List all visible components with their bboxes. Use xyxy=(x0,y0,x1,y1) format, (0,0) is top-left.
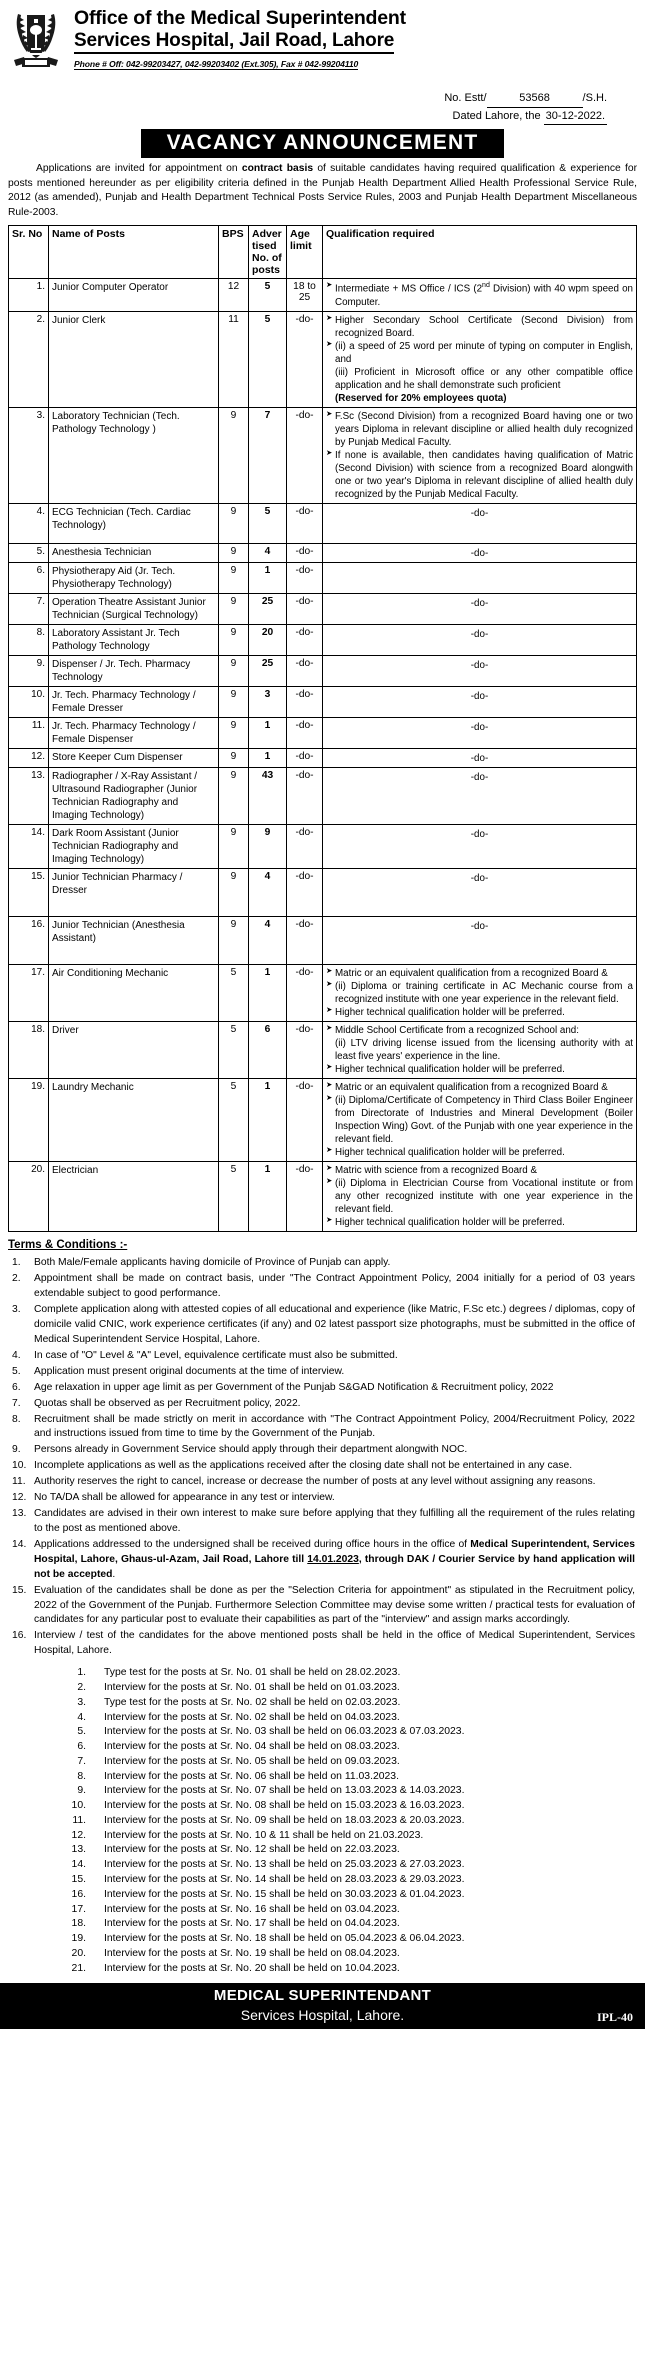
intro-paragraph: Applications are invited for appointment on contract basis of suitable candidates having required qualification & experience for posts mentioned hereunder as per eligibility criteria defined in the Punjab Health Department Allied Health Professional Service Rule, 2012 (as amended), Punjab and Health Department Technical Posts Service Rules, 2003 and Punjab Health Department Miscellaneous Rule-2003. xyxy=(8,163,637,218)
cell-post-name: Junior Computer Operator xyxy=(49,279,219,311)
table-row xyxy=(9,824,637,868)
phone-line: Phone # Off: 042-99203427, 042-99203402 (Ext.305), Fax # 042-99204110 xyxy=(74,58,359,69)
cell-bps: 9 xyxy=(219,503,249,543)
cell-post-name: Jr. Tech. Pharmacy Technology / Female Dresser xyxy=(49,686,219,717)
cell-advertised-posts: 7 xyxy=(249,407,287,503)
qualification-line: ➤ If none is available, then candidates having qualification of Matric (Second Division) with science from a recognized Board alongwith one or two year's Diploma in relevant discipline of allied health duly recognized by the Punjab Medical Faculty. xyxy=(326,449,633,501)
cell-advertised-posts: 1 xyxy=(249,1162,287,1232)
cell-qualification: -do- xyxy=(323,748,637,767)
cell-sr-no: 6. xyxy=(9,562,49,593)
cell-age-limit: -do- xyxy=(287,1162,323,1232)
cell-age-limit: -do- xyxy=(287,748,323,767)
col-header-sr: Sr. No xyxy=(9,226,49,279)
cell-bps: 9 xyxy=(219,593,249,624)
cell-age-limit: -do- xyxy=(287,717,323,748)
cell-qualification: -do- xyxy=(323,543,637,562)
cell-qualification xyxy=(323,1162,637,1232)
table-row xyxy=(9,868,637,916)
cell-qualification: -do- xyxy=(323,503,637,543)
estt-number: 53568 xyxy=(487,90,583,108)
cell-advertised-posts: 4 xyxy=(249,916,287,964)
table-row xyxy=(9,655,637,686)
table-row xyxy=(9,503,637,543)
table-row xyxy=(9,767,637,824)
cell-age-limit: -do- xyxy=(287,1079,323,1162)
cell-age-limit: -do- xyxy=(287,686,323,717)
cell-age-limit: -do- xyxy=(287,964,323,1021)
table-row xyxy=(9,717,637,748)
schedule-item: Interview for the posts at Sr. No. 09 shall be held on 18.03.2023 & 20.03.2023. xyxy=(104,1814,465,1826)
table-row xyxy=(9,407,637,503)
cell-sr-no: 14. xyxy=(9,824,49,868)
qualification-line: ➤ (ii) Diploma in Electrician Course from Vocational institute or from any other recognized institute with one year experience in the relevant field. xyxy=(326,1177,633,1216)
qualification-line: (Reserved for 20% employees quota) xyxy=(335,392,507,404)
qualification-line: ➤ Matric with science from a recognized Board & xyxy=(326,1164,633,1177)
cell-qualification xyxy=(323,1022,637,1079)
terms-list xyxy=(0,1256,645,1659)
cell-sr-no: 16. xyxy=(9,916,49,964)
vacancy-banner: VACANCY ANNOUNCEMENT xyxy=(141,129,505,158)
estt-label: No. Estt/ xyxy=(444,92,487,104)
qualification-line: ➤ Higher technical qualification holder will be preferred. xyxy=(326,1216,633,1229)
cell-sr-no: 8. xyxy=(9,624,49,655)
terms-item: Applications addressed to the undersigned shall be received during office hours in the office of Medical Superintendent, Services Hospital, Lahore, Ghaus-ul-Azam, Jail Road, Lahore till 14.01.2023, through DAK / Courier Service by hand application will not be accepted. xyxy=(34,1538,636,1580)
cell-qualification: -do- xyxy=(323,655,637,686)
cell-qualification: -do- xyxy=(323,686,637,717)
qualification-line: ➤ Higher Secondary School Certificate (Second Division) from recognized Board. xyxy=(326,314,633,340)
col-header-age: Age limit xyxy=(287,226,323,279)
schedule-item: Interview for the posts at Sr. No. 06 shall be held on 11.03.2023. xyxy=(104,1770,399,1782)
cell-bps: 9 xyxy=(219,748,249,767)
terms-item: In case of "O" Level & "A" Level, equivalence certificate must also be submitted. xyxy=(34,1349,398,1361)
col-header-advertised: Adver tised No. of posts xyxy=(249,226,287,279)
cell-post-name: Operation Theatre Assistant Junior Technician (Surgical Technology) xyxy=(49,593,219,624)
schedule-item: Interview for the posts at Sr. No. 15 shall be held on 30.03.2023 & 01.04.2023. xyxy=(104,1888,465,1900)
qualification-line: ➤ Higher technical qualification holder will be preferred. xyxy=(326,1063,633,1076)
cell-bps: 9 xyxy=(219,686,249,717)
table-header-row xyxy=(9,226,637,279)
cell-sr-no: 4. xyxy=(9,503,49,543)
schedule-item: Interview for the posts at Sr. No. 10 & 11 shall be held on 21.03.2023. xyxy=(104,1829,424,1841)
hospital-title: Services Hospital, Jail Road, Lahore xyxy=(74,30,394,54)
cell-post-name: Jr. Tech. Pharmacy Technology / Female Dispenser xyxy=(49,717,219,748)
cell-post-name: Dark Room Assistant (Junior Technician Radiography and Imaging Technology) xyxy=(49,824,219,868)
cell-bps: 9 xyxy=(219,868,249,916)
cell-bps: 5 xyxy=(219,1022,249,1079)
terms-item: Incomplete applications as well as the applications received after the closing date shall not be entertained in any case. xyxy=(34,1460,573,1472)
cell-advertised-posts: 20 xyxy=(249,624,287,655)
schedule-item: Interview for the posts at Sr. No. 01 shall be held on 01.03.2023. xyxy=(104,1682,400,1694)
cell-age-limit: -do- xyxy=(287,824,323,868)
cell-advertised-posts: 9 xyxy=(249,824,287,868)
terms-item: Candidates are advised in their own interest to make sure before applying that they fulfilling all the requirement of the rules relating to the post as mentioned above. xyxy=(34,1508,635,1534)
cell-bps: 5 xyxy=(219,964,249,1021)
cell-qualification: -do- xyxy=(323,593,637,624)
cell-age-limit: -do- xyxy=(287,916,323,964)
cell-qualification xyxy=(323,562,637,593)
table-row xyxy=(9,748,637,767)
terms-item: Application must present original documents at the time of interview. xyxy=(34,1365,345,1377)
schedule-item: Interview for the posts at Sr. No. 03 shall be held on 06.03.2023 & 07.03.2023. xyxy=(104,1726,465,1738)
cell-advertised-posts: 4 xyxy=(249,543,287,562)
cell-post-name: Dispenser / Jr. Tech. Pharmacy Technology xyxy=(49,655,219,686)
cell-age-limit: -do- xyxy=(287,1022,323,1079)
cell-post-name: Air Conditioning Mechanic xyxy=(49,964,219,1021)
cell-bps: 11 xyxy=(219,311,249,407)
qualification-line: ➤ Middle School Certificate from a recognized School and: xyxy=(326,1024,633,1037)
qualification-line: ➤ Higher technical qualification holder will be preferred. xyxy=(326,1146,633,1159)
cell-qualification: -do- xyxy=(323,868,637,916)
cell-sr-no: 19. xyxy=(9,1079,49,1162)
qualification-line: ➤ F.Sc (Second Division) from a recognized Board having one or two years Diploma in relevant discipline or allied health duly recognized by Punjab Medical Faculty. xyxy=(326,410,633,449)
cell-age-limit: -do- xyxy=(287,543,323,562)
terms-item: Persons already in Government Service should apply through their department alongwith NOC. xyxy=(34,1444,468,1456)
cell-advertised-posts: 43 xyxy=(249,767,287,824)
cell-post-name: Store Keeper Cum Dispenser xyxy=(49,748,219,767)
dated-label: Dated Lahore, the xyxy=(452,109,541,122)
qualification-line: ➤ (ii) Diploma/Certificate of Competency in Third Class Boiler Engineer from Directorate of Industries and Mineral Development (Boiler Inspection Wing) Govt. of the Punjab with one year experience in the relevant field. xyxy=(326,1094,633,1146)
cell-qualification: -do- xyxy=(323,624,637,655)
cell-age-limit: -do- xyxy=(287,503,323,543)
cell-sr-no: 7. xyxy=(9,593,49,624)
cell-post-name: Radiographer / X-Ray Assistant / Ultrasound Radiographer (Junior Technician Radiography and Imaging Technology) xyxy=(49,767,219,824)
cell-post-name: Electrician xyxy=(49,1162,219,1232)
schedule-item: Interview for the posts at Sr. No. 13 shall be held on 25.03.2023 & 27.03.2023. xyxy=(104,1859,465,1871)
cell-advertised-posts: 1 xyxy=(249,748,287,767)
cell-advertised-posts: 25 xyxy=(249,593,287,624)
schedule-item: Type test for the posts at Sr. No. 02 shall be held on 02.03.2023. xyxy=(104,1696,401,1708)
schedule-item: Type test for the posts at Sr. No. 01 shall be held on 28.02.2023. xyxy=(104,1667,401,1679)
cell-age-limit: -do- xyxy=(287,624,323,655)
cell-sr-no: 5. xyxy=(9,543,49,562)
cell-qualification: -do- xyxy=(323,916,637,964)
cell-sr-no: 12. xyxy=(9,748,49,767)
terms-item: Both Male/Female applicants having domicile of Province of Punjab can apply. xyxy=(34,1257,391,1269)
cell-bps: 9 xyxy=(219,624,249,655)
cell-age-limit: -do- xyxy=(287,868,323,916)
terms-item: Interview / test of the candidates for the above mentioned posts shall be held in the office of Medical Superintendent, Services Hospital, Lahore. xyxy=(34,1630,635,1657)
letterhead xyxy=(0,0,645,86)
qualification-line: ➤ (ii) a speed of 25 word per minute of typing on computer in English, and xyxy=(326,340,633,366)
cell-bps: 9 xyxy=(219,543,249,562)
qualification-line: ➤ Higher technical qualification holder will be preferred. xyxy=(326,1006,633,1019)
cell-advertised-posts: 6 xyxy=(249,1022,287,1079)
table-row xyxy=(9,1022,637,1079)
footer-designation: MEDICAL SUPERINTENDANT xyxy=(213,1987,432,2005)
col-header-bps: BPS xyxy=(219,226,249,279)
schedule-item: Interview for the posts at Sr. No. 07 shall be held on 13.03.2023 & 14.03.2023. xyxy=(104,1785,465,1797)
qualification-line: ➤ Intermediate + MS Office / ICS (2nd Division) with 40 wpm speed on Computer. xyxy=(326,281,633,308)
cell-post-name: ECG Technician (Tech. Cardiac Technology) xyxy=(49,503,219,543)
office-title: Office of the Medical Superintendent xyxy=(74,7,406,29)
vacancy-table xyxy=(8,225,637,1232)
terms-item: Complete application along with attested copies of all educational and experience (like Matric, F.Sc etc.) degrees / diplomas, copy of domicile valid CNIC, work experience certificates (if any) and 02 latest passport size photographs, must be submitted in the office of Medical Superintendent Service Hospital, Lahore. xyxy=(34,1304,635,1345)
cell-qualification xyxy=(323,1079,637,1162)
cell-age-limit: -do- xyxy=(287,562,323,593)
cell-post-name: Junior Technician Pharmacy / Dresser xyxy=(49,868,219,916)
footer-reference-code: IPL-40 xyxy=(597,2010,633,2025)
schedule-item: Interview for the posts at Sr. No. 20 shall be held on 10.04.2023. xyxy=(104,1962,400,1974)
qualification-line: ➤ Matric or an equivalent qualification from a recognized Board & xyxy=(326,967,633,980)
schedule-item: Interview for the posts at Sr. No. 04 shall be held on 08.03.2023. xyxy=(104,1741,400,1753)
cell-sr-no: 2. xyxy=(9,311,49,407)
terms-item: Appointment shall be made on contract basis, under "The Contract Appointment Policy, 2004 initially for a period of 03 years extendable subject to good performance. xyxy=(34,1273,635,1300)
interview-schedule-list xyxy=(0,1666,645,1976)
terms-item: Age relaxation in upper age limit as per Government of the Punjab S&GAD Notification & Recruitment policy, 2022 xyxy=(34,1381,554,1393)
schedule-item: Interview for the posts at Sr. No. 19 shall be held on 08.04.2023. xyxy=(104,1947,400,1959)
cell-age-limit: -do- xyxy=(287,311,323,407)
cell-advertised-posts: 1 xyxy=(249,1079,287,1162)
cell-qualification xyxy=(323,279,637,311)
cell-sr-no: 15. xyxy=(9,868,49,916)
schedule-item: Interview for the posts at Sr. No. 05 shall be held on 09.03.2023. xyxy=(104,1755,400,1767)
table-row xyxy=(9,593,637,624)
cell-sr-no: 20. xyxy=(9,1162,49,1232)
cell-post-name: Junior Clerk xyxy=(49,311,219,407)
table-row xyxy=(9,1162,637,1232)
cell-sr-no: 17. xyxy=(9,964,49,1021)
terms-item: No TA/DA shall be allowed for appearance in any test or interview. xyxy=(34,1492,335,1504)
schedule-item: Interview for the posts at Sr. No. 08 shall be held on 15.03.2023 & 16.03.2023. xyxy=(104,1800,465,1812)
table-row xyxy=(9,916,637,964)
schedule-item: Interview for the posts at Sr. No. 14 shall be held on 28.03.2023 & 29.03.2023. xyxy=(104,1873,465,1885)
cell-post-name: Anesthesia Technician xyxy=(49,543,219,562)
cell-bps: 9 xyxy=(219,916,249,964)
table-row xyxy=(9,279,637,311)
terms-item: Recruitment shall be made strictly on merit in accordance with "The Contract Appointment Policy, 2004/Recruitment Policy, 2022 and instructions issued from time to time by the Government of the Punjab. xyxy=(34,1413,635,1440)
cell-post-name: Laundry Mechanic xyxy=(49,1079,219,1162)
vacancy-banner-wrap xyxy=(0,129,645,158)
schedule-item: Interview for the posts at Sr. No. 02 shall be held on 04.03.2023. xyxy=(104,1711,400,1723)
col-header-post: Name of Posts xyxy=(49,226,219,279)
cell-bps: 9 xyxy=(219,562,249,593)
cell-advertised-posts: 5 xyxy=(249,503,287,543)
cell-qualification: -do- xyxy=(323,824,637,868)
table-row xyxy=(9,311,637,407)
cell-post-name: Driver xyxy=(49,1022,219,1079)
cell-bps: 9 xyxy=(219,717,249,748)
table-row xyxy=(9,543,637,562)
cell-sr-no: 9. xyxy=(9,655,49,686)
cell-post-name: Laboratory Assistant Jr. Tech Pathology Technology xyxy=(49,624,219,655)
cell-bps: 9 xyxy=(219,407,249,503)
cell-age-limit: -do- xyxy=(287,767,323,824)
schedule-item: Interview for the posts at Sr. No. 18 shall be held on 05.04.2023 & 06.04.2023. xyxy=(104,1933,465,1945)
cell-post-name: Laboratory Technician (Tech. Pathology Technology ) xyxy=(49,407,219,503)
cell-age-limit: -do- xyxy=(287,407,323,503)
signature-footer xyxy=(0,1983,645,2029)
table-row xyxy=(9,964,637,1021)
estt-suffix: /S.H. xyxy=(582,92,607,104)
cell-qualification xyxy=(323,407,637,503)
table-row xyxy=(9,686,637,717)
cell-bps: 9 xyxy=(219,767,249,824)
terms-item: Evaluation of the candidates shall be done as per the "Selection Criteria for appointment" as stipulated in the Recruitment policy, 2022 of the Government of the Punjab. Furthermore Selection Committee may devise some written / practical tests for evaluation of candidates for any particular post to evaluate their capabilities as part of the "interview" and assign marks accordingly. xyxy=(34,1584,635,1626)
cell-sr-no: 10. xyxy=(9,686,49,717)
cell-bps: 9 xyxy=(219,655,249,686)
cell-advertised-posts: 1 xyxy=(249,717,287,748)
col-header-qualification: Qualification required xyxy=(323,226,637,279)
cell-post-name: Physiotherapy Aid (Jr. Tech. Physiotherapy Technology) xyxy=(49,562,219,593)
qualification-line: (ii) LTV driving license issued from the licensing authority with at least five years' experience in the line. xyxy=(335,1038,633,1063)
cell-sr-no: 18. xyxy=(9,1022,49,1079)
table-body xyxy=(9,279,637,1232)
cell-bps: 12 xyxy=(219,279,249,311)
cell-sr-no: 13. xyxy=(9,767,49,824)
cell-bps: 5 xyxy=(219,1162,249,1232)
table-row xyxy=(9,562,637,593)
schedule-item: Interview for the posts at Sr. No. 17 shall be held on 04.04.2023. xyxy=(104,1918,400,1930)
government-crest-icon xyxy=(10,6,62,86)
cell-bps: 5 xyxy=(219,1079,249,1162)
cell-qualification xyxy=(323,311,637,407)
qualification-line: (iii) Proficient in Microsoft office or any other compatible office application and he shall demonstrate such proficient xyxy=(335,366,633,391)
cell-advertised-posts: 5 xyxy=(249,279,287,311)
table-row xyxy=(9,624,637,655)
table-row xyxy=(9,1079,637,1162)
cell-sr-no: 1. xyxy=(9,279,49,311)
cell-qualification: -do- xyxy=(323,717,637,748)
cell-age-limit: -do- xyxy=(287,655,323,686)
schedule-item: Interview for the posts at Sr. No. 12 shall be held on 22.03.2023. xyxy=(104,1844,400,1856)
reference-block xyxy=(0,86,645,125)
cell-qualification xyxy=(323,964,637,1021)
footer-institution: Services Hospital, Lahore. xyxy=(240,2007,405,2024)
qualification-line: ➤ Matric or an equivalent qualification from a recognized Board & xyxy=(326,1081,633,1094)
cell-advertised-posts: 1 xyxy=(249,562,287,593)
cell-sr-no: 11. xyxy=(9,717,49,748)
cell-advertised-posts: 1 xyxy=(249,964,287,1021)
cell-sr-no: 3. xyxy=(9,407,49,503)
cell-advertised-posts: 3 xyxy=(249,686,287,717)
schedule-item: Interview for the posts at Sr. No. 16 shall be held on 03.04.2023. xyxy=(104,1903,400,1915)
cell-advertised-posts: 4 xyxy=(249,868,287,916)
terms-title: Terms & Conditions :- xyxy=(8,1239,128,1252)
cell-bps: 9 xyxy=(219,824,249,868)
cell-age-limit: -do- xyxy=(287,593,323,624)
cell-age-limit: 18 to 25 xyxy=(287,279,323,311)
qualification-line: ➤ (ii) Diploma or training certificate in AC Mechanic course from a recognized institute with one year experience in the relevant field. xyxy=(326,980,633,1006)
cell-advertised-posts: 25 xyxy=(249,655,287,686)
cell-advertised-posts: 5 xyxy=(249,311,287,407)
cell-qualification: -do- xyxy=(323,767,637,824)
dated-value: 30-12-2022. xyxy=(544,108,607,126)
terms-item: Authority reserves the right to cancel, increase or decrease the number of posts at any level without assigning any reasons. xyxy=(34,1476,596,1488)
terms-item: Quotas shall be observed as per Recruitment policy, 2022. xyxy=(34,1397,301,1409)
cell-post-name: Junior Technician (Anesthesia Assistant) xyxy=(49,916,219,964)
